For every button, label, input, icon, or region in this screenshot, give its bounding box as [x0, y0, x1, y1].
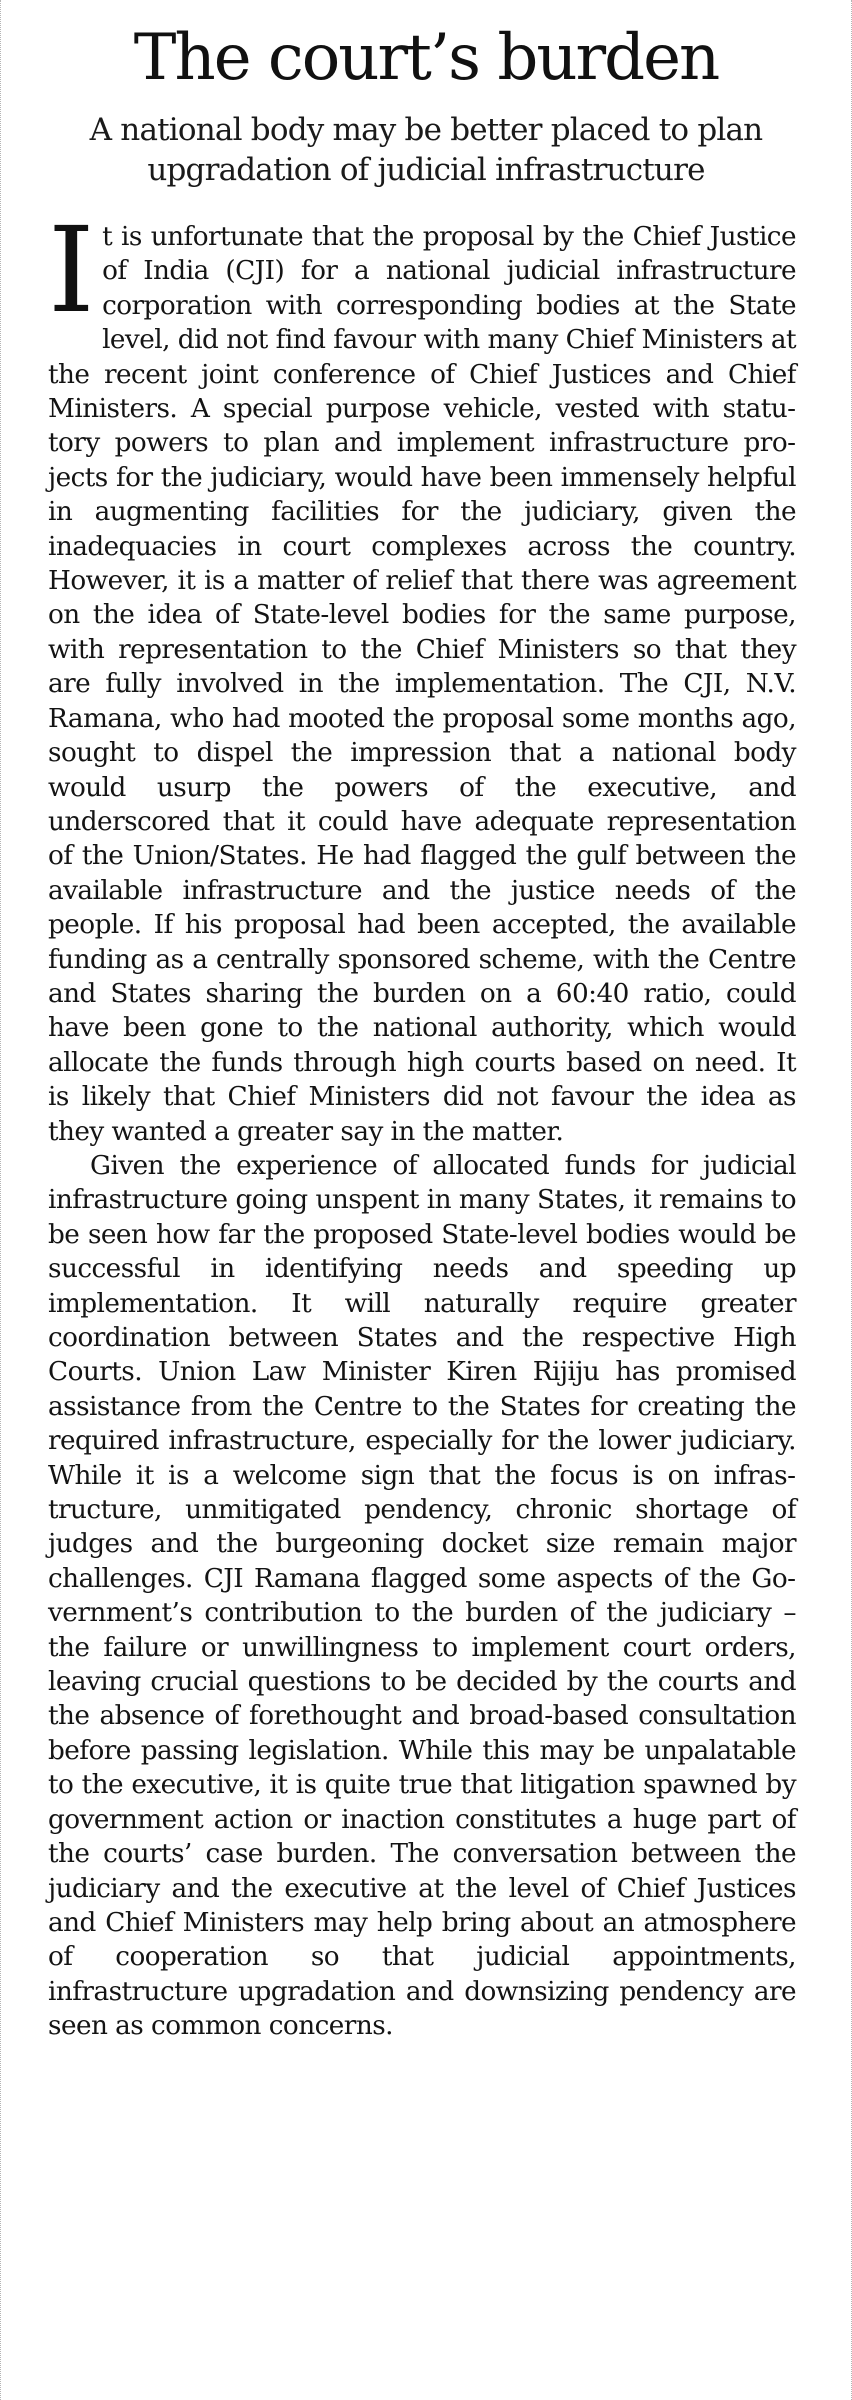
article-body: [48, 201, 796, 2044]
paragraph-2: Given the experience of allocated funds for judicial infrastructure going unspent in many States, it remains to be seen how far the proposed State-level bodies would be successful in identifying needs and speeding up implementation. It will naturally require greater coordination between States and the respective High Courts. Union Law Minister Kiren Rijiju has promised assistance from the Centre to the States for creating the required infrastructure, especially for the lower judiciary. While it is a welcome sign that the focus is on infrastructure, unmitigated pendency, chronic shortage of judges and the burgeoning docket size remain major challenges. CJI Ramana flagged some aspects of the Government’s contribution to the burden of the judiciary – the failure or unwillingness to implement court orders, leaving crucial questions to be decided by the courts and the absence of forethought and broad-based consultation before passing legislation. While this may be unpalatable to the executive, it is quite true that litigation spawned by government action or inaction constitutes a huge part of the courts’ case burden. The conversation between the judiciary and the executive at the level of Chief Justices and Chief Ministers may help bring about an atmosphere of cooperation so that judicial appointments, infrastructure upgradation and downsizing pendency are seen as common concerns.: [48, 1150, 796, 2042]
paragraph-1: [48, 201, 796, 1149]
page-edge-left: [0, 0, 2, 2400]
headline: The court’s burden: [133, 21, 719, 95]
paragraph-1-text: t is unfortunate that the proposal by the Chief Justice of India (CJI) for a national judicial infrastructure corporation with corresponding bodies at the State level, did not find favour with many Chief Ministers at the recent joint conference of Chief Justices and Chief Ministers. A special purpose vehicle, vested with statutory powers to plan and implement infrastructure projects for the judiciary, would have been immensely helpful in augmenting facilities for the judiciary, given the inadequacies in court complexes across the country. However, it is a matter of relief that there was agreement on the idea of State-level bodies for the same purpose, with representation to the Chief Ministers so that they are fully involved in the implementation. The CJI, N.V. Ramana, who had mooted the proposal some months ago, sought to dispel the impression that a national body would usurp the powers of the executive, and underscored that it could have adequate representation of the Union/States. He had flagged the gulf between the available infrastructure and the justice needs of the people. If his proposal had been accepted, the available funding as a centrally sponsored scheme, with the Centre and States sharing the burden on a 60:40 ratio, could have been gone to the national authority, which would allocate the funds through high courts based on need. It is likely that Chief Ministers did not favour the idea as they wanted a greater say in the matter.: [48, 222, 796, 1147]
drop-cap: I: [48, 201, 95, 339]
subheadline: A national body may be better placed to plan upgradation of judicial infrastructure: [89, 112, 763, 188]
